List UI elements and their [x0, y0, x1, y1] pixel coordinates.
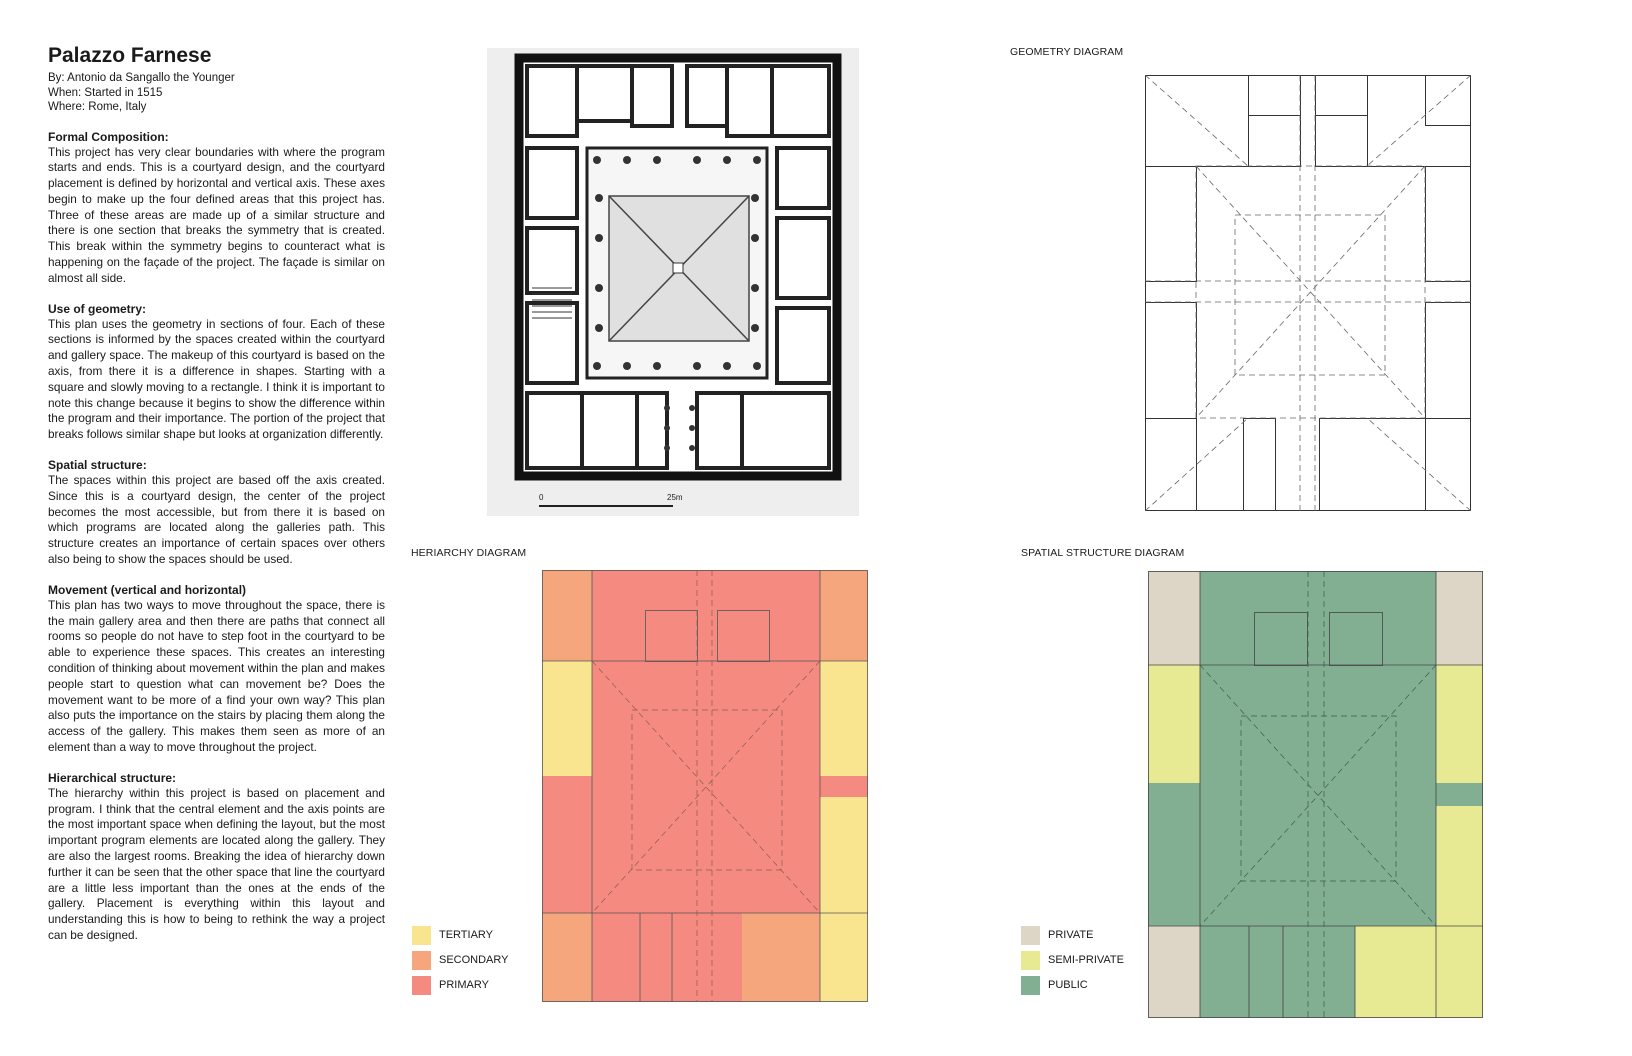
page-title: Palazzo Farnese — [48, 44, 212, 67]
legend-item-secondary — [412, 950, 508, 970]
spatial-legend — [1021, 925, 1124, 1000]
semi-private-swatch — [1021, 951, 1040, 970]
legend-label: SEMI-PRIVATE — [1048, 954, 1124, 966]
scale-label: 25m — [667, 493, 683, 502]
section-body: The spaces within this project are based off the axis created. Since this is a courtyard design, the center of the project becomes the most accessible, but from there it is based on which programs are located along the galleries path. This structure creates an importance of certain spaces over others also being to show the spaces should be used. — [48, 473, 385, 567]
legend-item-public — [1021, 975, 1124, 995]
date: When: Started in 1515 — [48, 86, 163, 99]
section-body: This plan has two ways to move throughout the space, there is the main gallery area and then there are paths that connect all rooms so people do not have to step foot in the courtyard to be able to experience these spaces. This creates an interesting condition of thinking about movement within the plan and makes people start to question what can movement be? Does the movement want to be more of a find your own way? This plan also puts the importance on the stairs by placing them along the access of the gallery. This makes them seen as more of an element than a way to move throughout the project. — [48, 597, 385, 754]
public-swatch — [1021, 976, 1040, 995]
spatial-diagram-label: SPATIAL STRUCTURE DIAGRAM — [1021, 547, 1185, 559]
secondary-swatch — [412, 951, 431, 970]
section-heading: Formal Composition: — [48, 129, 169, 144]
geometry-diagram — [1145, 75, 1471, 511]
architect: By: Antonio da Sangallo the Younger — [48, 72, 235, 84]
hierarchy-diagram-label: HERIARCHY DIAGRAM — [411, 547, 527, 559]
legend-label: PRIVATE — [1048, 929, 1094, 941]
section-heading: Use of geometry: — [48, 301, 147, 316]
text-column — [48, 44, 385, 944]
private-swatch — [1021, 926, 1040, 945]
tertiary-swatch — [412, 926, 431, 945]
primary-swatch — [412, 976, 431, 995]
section-body: This project has very clear boundaries with where the program starts and ends. This is a courtyard design, and the courtyard placement is defined by horizontal and vertical axis. These axes begin to make up the four defined areas that this project has. Three of these areas are made up of a similar structure and there is one section that breaks the symmetry that is created. This break within the symmetry begins to counteract what is happening on the façade of the project. The façade is similar on almost all side. — [48, 144, 385, 285]
section-movement — [48, 583, 385, 756]
section-heading: Movement (vertical and horizontal) — [48, 582, 247, 597]
section-formal-composition — [48, 130, 385, 287]
location: Where: Rome, Italy — [48, 101, 147, 113]
section-body: The hierarchy within this project is based on placement and program. I think that the central element and the axis points are the most important space when defining the layout, but the most important program elements are located along the gallery. They are also the largest rooms. Breaking the idea of hierarchy down further it can be seen that the other space that line the courtyard are a little less important than the ones at the ends of the gallery. Placement is everything within this layout and understanding this is how to being to rethink the way a project can be designed. — [48, 785, 385, 942]
section-heading: Hierarchical structure: — [48, 770, 177, 785]
legend-item-primary — [412, 975, 508, 995]
legend-label: PUBLIC — [1048, 979, 1088, 991]
geometry-diagram-label: GEOMETRY DIAGRAM — [1010, 46, 1124, 58]
section-heading: Spatial structure: — [48, 458, 147, 473]
legend-label: TERTIARY — [439, 929, 493, 941]
hierarchy-legend — [412, 925, 508, 1000]
spatial-structure-diagram — [1148, 571, 1483, 1018]
hierarchy-diagram — [542, 570, 868, 1002]
legend-label: SECONDARY — [439, 954, 509, 966]
legend-label: PRIMARY — [439, 979, 489, 991]
scale-zero: 0 — [539, 493, 544, 502]
section-geometry — [48, 302, 385, 443]
section-spatial — [48, 458, 385, 568]
legend-item-semi-private — [1021, 950, 1124, 970]
floor-plan-image — [487, 48, 859, 516]
legend-item-private — [1021, 925, 1124, 945]
section-body: This plan uses the geometry in sections of four. Each of these sections is informed by the spaces created within the courtyard and gallery space. The makeup of this courtyard is based on the axis, from there it is a difference in shapes. Starting with a square and slowly moving to a rectangle. I think it is important to note this change because it begins to show the difference within the program and their importance. The portion of the project that breaks follows similar shape but looks at organization differently. — [48, 316, 385, 442]
section-hierarchy — [48, 771, 385, 944]
legend-item-tertiary — [412, 925, 508, 945]
